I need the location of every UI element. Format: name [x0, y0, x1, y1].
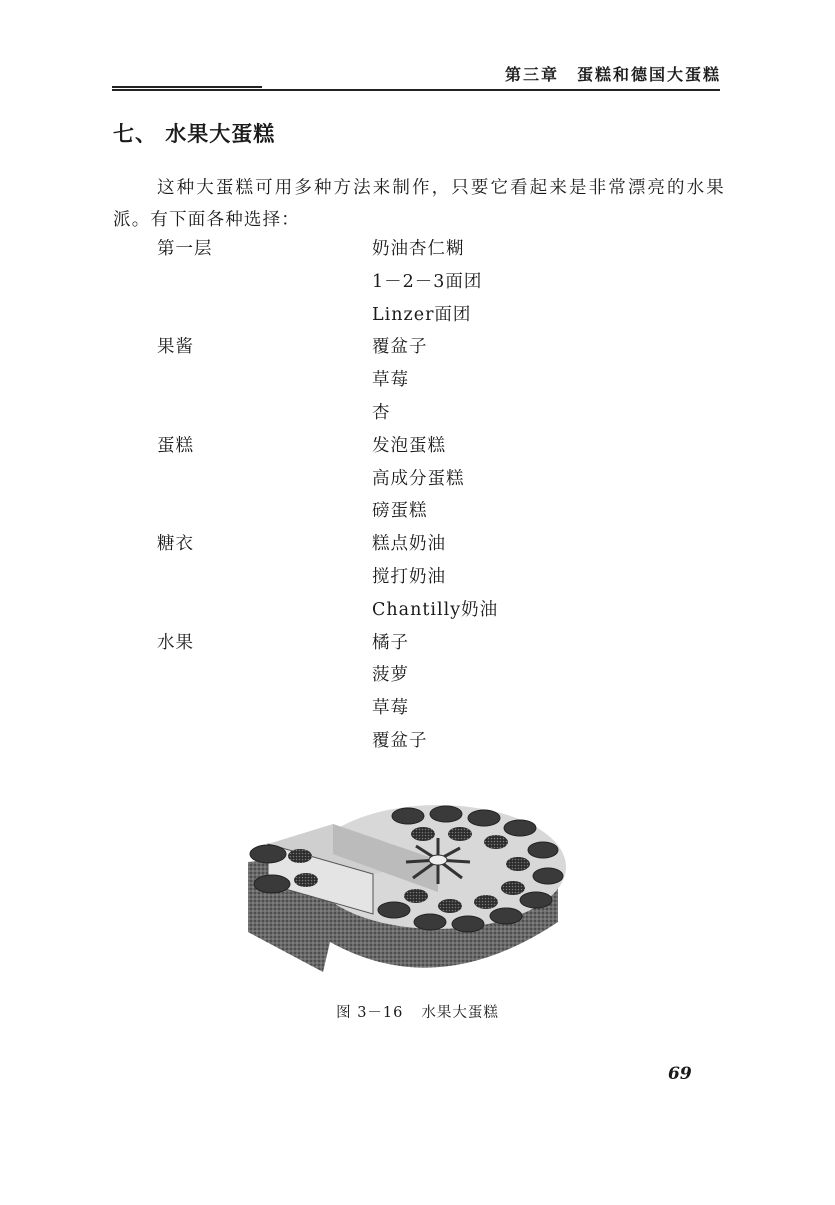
figure-title: 水果大蛋糕 [421, 1005, 499, 1021]
option-row [157, 528, 657, 561]
option-value: 糕点奶油 [372, 534, 446, 555]
option-value: 覆盆子 [372, 730, 428, 751]
option-row [157, 364, 657, 397]
option-row [157, 463, 657, 496]
page-number: 69 [668, 1064, 692, 1084]
header-rule [112, 89, 720, 91]
figure-number: 图 3－16 [336, 1005, 404, 1021]
option-value: 草莓 [372, 370, 409, 391]
option-category: 水果 [157, 632, 194, 653]
running-head-title: 蛋糕和德国大蛋糕 [576, 65, 721, 84]
option-row [157, 299, 657, 332]
option-value: 发泡蛋糕 [372, 435, 446, 456]
option-row [157, 397, 657, 430]
option-value: Chantilly奶油 [372, 599, 499, 620]
option-value: 1－2－3面团 [372, 271, 483, 292]
header-rule-accent [112, 86, 262, 88]
option-value: 菠萝 [372, 665, 409, 686]
intro-paragraph: 这种大蛋糕可用多种方法来制作，只要它看起来是非常漂亮的水果派。有下面各种选择： [113, 178, 725, 230]
option-value: 橘子 [372, 632, 409, 653]
options-list [157, 233, 657, 758]
option-row [157, 266, 657, 299]
option-row [157, 627, 657, 660]
option-value: 覆盆子 [372, 337, 428, 358]
running-head-chapter: 第三章 [504, 65, 559, 84]
option-row [157, 594, 657, 627]
option-value: 草莓 [372, 698, 409, 719]
option-category: 糖衣 [157, 534, 194, 555]
fruit-cake-illustration [238, 792, 568, 992]
option-category: 第一层 [157, 239, 213, 259]
figure-caption [0, 1001, 835, 1022]
option-value: 磅蛋糕 [372, 501, 428, 522]
option-row [157, 692, 657, 725]
option-value: 高成分蛋糕 [372, 468, 465, 489]
option-row [157, 561, 657, 594]
option-value: 杏 [372, 402, 391, 423]
option-row [157, 233, 657, 266]
option-row [157, 659, 657, 692]
running-head [505, 62, 721, 85]
option-value: Linzer面团 [372, 304, 472, 325]
option-value: 搅打奶油 [372, 566, 446, 587]
option-row [157, 430, 657, 463]
option-row [157, 495, 657, 528]
option-value: 奶油杏仁糊 [372, 239, 465, 259]
section-title: 七、 水果大蛋糕 [113, 122, 276, 146]
option-category: 果酱 [157, 337, 194, 358]
option-row [157, 725, 657, 758]
option-category: 蛋糕 [157, 435, 194, 456]
option-row [157, 331, 657, 364]
